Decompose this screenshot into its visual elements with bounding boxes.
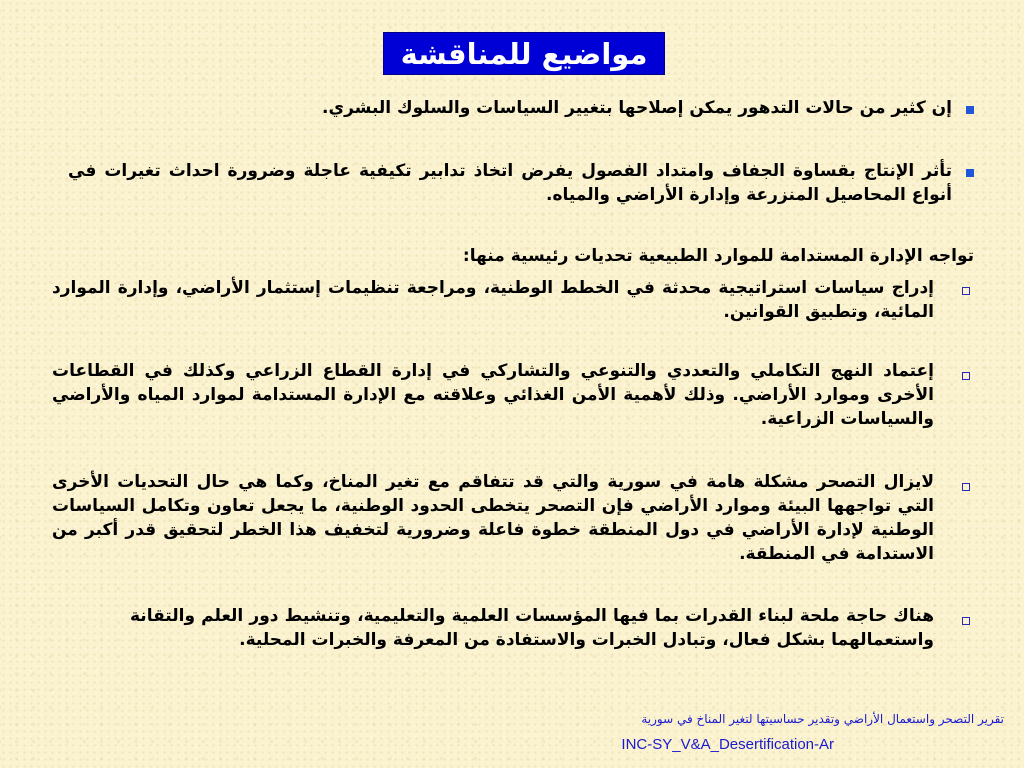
bullet-square-icon bbox=[966, 106, 974, 114]
challenge-item: هناك حاجة ملحة لبناء القدرات بما فيها المؤسسات العلمية والتعليمية، وتنشيط دور العلم والتقانة واستعمالهما بشكل فعال، وتبادل الخبرات والاستفادة من المعرفة والخبرات المحلية. bbox=[130, 606, 934, 650]
challenge-item: إدراج سياسات استراتيجية محدثة في الخطط الوطنية، ومراجعة تنظيمات إستثمار الأراضي، وإدارة الموارد المائية، وتطبيق القوانين. bbox=[52, 278, 934, 322]
footer-report-code: INC-SY_V&A_Desertification-Ar bbox=[621, 736, 834, 753]
slide-title: مواضيع للمناقشة bbox=[383, 32, 665, 75]
footer-report-title: تقرير التصحر واستعمال الأراضي وتقدير حساسيتها لتغير المناخ في سورية bbox=[641, 712, 1004, 726]
bullet-hollow-square-icon bbox=[962, 483, 970, 491]
bullet-square-icon bbox=[966, 169, 974, 177]
bullet-hollow-square-icon bbox=[962, 287, 970, 295]
bullet-text: تأثر الإنتاج بقساوة الجفاف وامتداد الفصول يفرض اتخاذ تدابير تكيفية عاجلة وضرورة احداث تغيرات في أنواع المحاصيل المنزرعة وإدارة الأراضي والمياه. bbox=[68, 161, 952, 205]
bullet-hollow-square-icon bbox=[962, 617, 970, 625]
bullet-hollow-square-icon bbox=[962, 372, 970, 380]
section-intro: تواجه الإدارة المستدامة للموارد الطبيعية تحديات رئيسية منها: bbox=[462, 246, 974, 266]
challenge-item: إعتماد النهج التكاملي والتعددي والتنوعي والتشاركي في إدارة القطاع الزراعي وكذلك في القطاعات الأخرى وموارد الأراضي. وذلك لأهمية الأمن الغذائي وعلاقته مع الإدارة المستدامة لموارد المياه والأراضي والسياسات الزراعية. bbox=[52, 361, 934, 429]
challenge-item: لايزال التصحر مشكلة هامة في سورية والتي قد تتفاقم مع تغير المناخ، وكما هي حال التحديات الأخرى التي تواجهها البيئة وموارد الأراضي فإن التصحر يتخطى الحدود الوطنية، ما يجعل تعاون وتكامل السياسات الوطنية لإدارة الأراضي في دول المنطقة خطوة فاعلة وضرورية لتخفيف هذا الخطر لتحقيق قدر أكبر من الاستدامة في المنطقة. bbox=[52, 472, 934, 564]
bullet-text: إن كثير من حالات التدهور يمكن إصلاحها بتغيير السياسات والسلوك البشري. bbox=[322, 98, 952, 118]
